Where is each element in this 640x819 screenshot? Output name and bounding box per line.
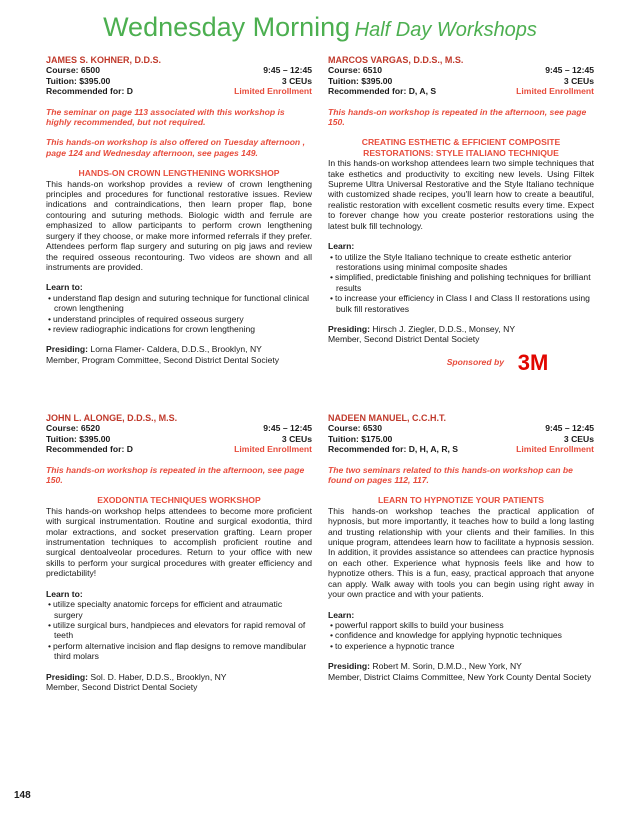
sponsor-row bbox=[328, 351, 594, 373]
learn-list bbox=[328, 620, 594, 651]
limited-enrollment: Limited Enrollment bbox=[516, 86, 594, 97]
tuition-line: Tuition: $175.00 3 CEUs bbox=[328, 433, 594, 444]
limited-enrollment: Limited Enrollment bbox=[234, 444, 312, 455]
learn-label: Learn: bbox=[328, 241, 355, 252]
page-title-main: Wednesday Morning bbox=[103, 12, 351, 42]
instructor-name: JAMES S. KOHNER, D.D.S. bbox=[46, 55, 162, 65]
workshop-note: The seminar on page 113 associated with this workshop is highly recommended, but not required. bbox=[46, 106, 285, 128]
list-item: • utilize specialty anatomic forceps for efficient and atraumatic surgery bbox=[46, 599, 312, 620]
section-title: LEARN TO HYPNOTIZE YOUR PATIENTS bbox=[378, 495, 544, 506]
member-line: Member, Second District Dental Society bbox=[328, 334, 480, 345]
learn-list bbox=[46, 599, 312, 661]
description: In this hands-on workshop attendees learn two simple techniques that take esthetics and productivity to exciting new levels. Using Filtek Supreme Ultra Universal Restorative and the Style Italiano technique with customized shade recipes, you'll learn how to create a beautiful, realistic restoration with excellent cosmetic results every time. Expect to forever change how you create posterior restorations using the latest bulk fill technology. bbox=[328, 158, 594, 231]
limited-enrollment: Limited Enrollment bbox=[516, 444, 594, 455]
presiding: Presiding: Robert M. Sorin, D.M.D., New York, NY bbox=[328, 661, 522, 672]
recommended-line: Recommended for: D Limited Enrollment bbox=[46, 86, 312, 97]
learn-list bbox=[328, 252, 594, 314]
recommended-line: Recommended for: D, H, A, R, S Limited Enrollment bbox=[328, 444, 594, 455]
list-item: • confidence and knowledge for applying hypnotic techniques bbox=[328, 630, 594, 640]
description: This hands-on workshop helps attendees to become more proficient with surgical instrumentation. Routine and surgical exodontia, third molar extractions, and socket preservation grafting. Learn proper instrumentation techniques to accomplish proficient routine and surgical dentoalveolar procedures. Return to your office with new skills to perform your surgical procedures with greater efficiency and predictability! bbox=[46, 505, 312, 579]
page-number: 148 bbox=[14, 790, 31, 801]
list-item: • to utilize the Style Italiano technique to create esthetic anterior restorations using minimal composite shades bbox=[328, 252, 594, 273]
workshop-block bbox=[328, 413, 594, 682]
learn-list bbox=[46, 293, 312, 335]
course-line: Course: 6530 9:45 – 12:45 bbox=[328, 423, 594, 434]
course-line: Course: 6500 9:45 – 12:45 bbox=[46, 65, 312, 76]
member-line: Member, District Claims Committee, New York County Dental Society bbox=[328, 671, 592, 682]
list-item: • utilize surgical burs, handpieces and elevators for rapid removal of teeth bbox=[46, 620, 312, 641]
learn-label: Learn: bbox=[328, 609, 355, 620]
section-title: EXODONTIA TECHNIQUES WORKSHOP bbox=[97, 495, 261, 506]
course-line: Course: 6520 9:45 – 12:45 bbox=[46, 423, 312, 434]
page-title-sub: Half Day Workshops bbox=[354, 19, 537, 41]
instructor-name: MARCOS VARGAS, D.D.S., M.S. bbox=[328, 55, 464, 65]
workshop-note: This hands-on workshop is also offered on Tuesday afternoon , page 124 and Wednesday afternoon, see pages 149. bbox=[46, 137, 305, 158]
course-line: Course: 6510 9:45 – 12:45 bbox=[328, 65, 594, 76]
tuition-line: Tuition: $395.00 3 CEUs bbox=[46, 75, 312, 86]
member-line: Member, Second District Dental Society bbox=[46, 681, 198, 692]
workshop-block bbox=[46, 413, 312, 692]
limited-enrollment: Limited Enrollment bbox=[234, 86, 312, 97]
description: This hands-on workshop provides a review of crown lengthening principles and procedures for functional restorative issues. Review indications and contraindications, then learn proper flap, bone contouring and suturing methods. Biologic width and ferrule are emphasized to allow participants to perform crown lengthening surgery if they choose, or make more informed referrals if they prefer. Attendees perform flap surgery and suturing on pig jaws and review the required osseous recontouring. Two videos are shown and all instruments are provided. bbox=[46, 178, 312, 272]
presiding: Presiding: Lorna Flamer- Caldera, D.D.S., Brooklyn, NY bbox=[46, 344, 262, 355]
tuition-line: Tuition: $395.00 3 CEUs bbox=[328, 75, 594, 86]
workshop-block bbox=[46, 55, 312, 365]
presiding: Presiding: Sol. D. Haber, D.D.S., Brooklyn, NY bbox=[46, 671, 227, 682]
page-title bbox=[0, 12, 640, 43]
section-title: HANDS-ON CROWN LENGTHENING WORKSHOP bbox=[78, 168, 280, 179]
section-title: CREATING ESTHETIC & EFFICIENT COMPOSITE RESTORATIONS: STYLE ITALIANO TECHNIQUE bbox=[361, 137, 561, 158]
list-item: • perform alternative incision and flap designs to remove mandibular third molars bbox=[46, 641, 312, 662]
description: This hands-on workshop teaches the practical application of hypnosis, but more importantly, it teaches how to build a long lasting and trusting relationship with your clients and their families. In this unique program, attendees learn how to facilitate a hypnosis session. In addition, it provides assistance so attendees can practice hypnosis on each other. Experience what hypnosis feels like and how to hypnotize others. This is a fun, easy, practical approach that anyone can apply. Walk away with tools you can begin using right away in your own practice and with your patients. bbox=[328, 505, 594, 600]
list-item: • to experience a hypnotic trance bbox=[328, 641, 594, 651]
recommended-line: Recommended for: D, A, S Limited Enrollment bbox=[328, 86, 594, 97]
workshop-block bbox=[328, 55, 594, 373]
learn-label: Learn to: bbox=[46, 588, 83, 599]
list-item: • review radiographic indications for crown lengthening bbox=[46, 324, 312, 334]
instructor-name: NADEEN MANUEL, C.C.H.T. bbox=[328, 413, 447, 423]
list-item: • powerful rapport skills to build your business bbox=[328, 620, 594, 630]
workshop-note: The two seminars related to this hands-on workshop can be found on pages 112, 117. bbox=[328, 464, 573, 486]
member-line: Member, Program Committee, Second District Dental Society bbox=[46, 354, 280, 365]
instructor-name: JOHN L. ALONGE, D.D.S., M.S. bbox=[46, 413, 178, 423]
sponsor-label: Sponsored by bbox=[446, 356, 504, 367]
list-item: • to increase your efficiency in Class I and Class II restorations using bulk fill restoratives bbox=[328, 293, 594, 314]
list-item: • understand flap design and suturing technique for functional clinical crown lengthening bbox=[46, 293, 312, 314]
workshop-note: This hands-on workshop is repeated in the afternoon, see page 150. bbox=[46, 464, 305, 486]
recommended-line: Recommended for: D Limited Enrollment bbox=[46, 444, 312, 455]
list-item: • understand principles of required osseous surgery bbox=[46, 314, 312, 324]
list-item: • simplified, predictable finishing and polishing techniques for brilliant results bbox=[328, 272, 594, 293]
workshop-note: This hands-on workshop is repeated in the afternoon, see page 150. bbox=[328, 106, 587, 128]
svg-text:3M: 3M bbox=[517, 350, 549, 373]
3m-logo-icon bbox=[512, 351, 554, 373]
tuition-line: Tuition: $395.00 3 CEUs bbox=[46, 433, 312, 444]
presiding: Presiding: Hirsch J. Ziegler, D.D.S., Monsey, NY bbox=[328, 323, 516, 334]
learn-label: Learn to: bbox=[46, 282, 83, 293]
